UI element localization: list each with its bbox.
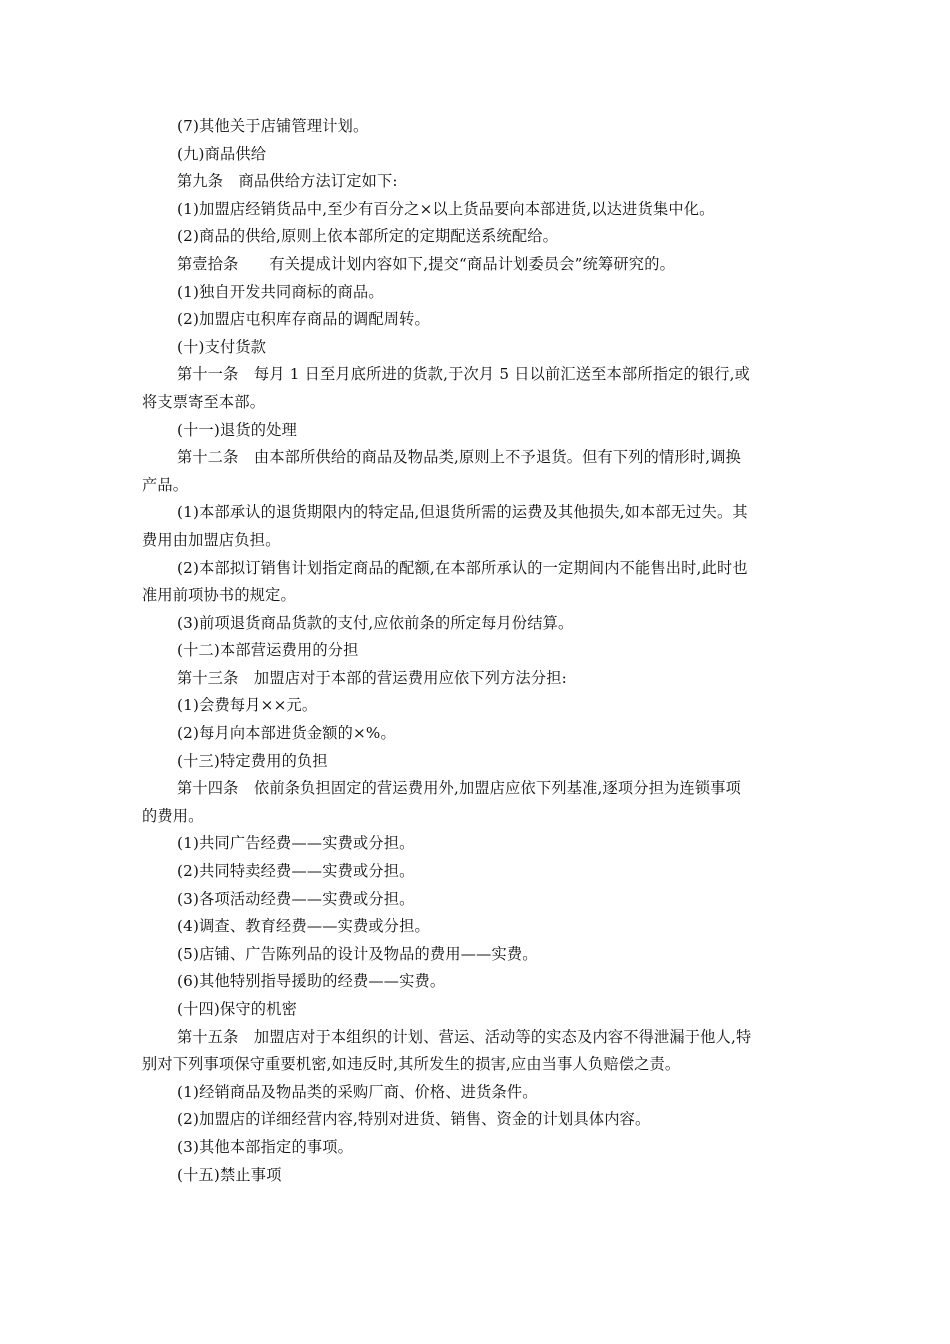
paragraph-line: (3)其他本部指定的事项。 <box>177 1137 353 1156</box>
paragraph-line: (1)会费每月××元。 <box>177 696 318 715</box>
section-heading: (十二)本部营运费用的分担 <box>177 641 359 660</box>
paragraph-line: (1)本部承认的退货期限内的特定品,但退货所需的运费及其他损失,如本部无过失。其 <box>177 503 748 522</box>
continuation-line: 别对下列事项保守重要机密,如违反时,其所发生的损害,应由当事人负赔偿之责。 <box>142 1055 681 1074</box>
paragraph-line: (2)本部拟订销售计划指定商品的配额,在本部所承认的一定期间内不能售出时,此时也 <box>177 558 748 577</box>
continuation-line: 的费用。 <box>142 806 204 825</box>
paragraph-line: (1)独自开发共同商标的商品。 <box>177 282 384 301</box>
continuation-line: 产品。 <box>142 475 189 494</box>
section-heading: (九)商品供给 <box>177 144 267 163</box>
paragraph-line: (1)加盟店经销货品中,至少有百分之×以上货品要向本部进货,以达进货集中化。 <box>177 199 715 218</box>
document-body <box>142 113 814 1189</box>
article-line: 第十一条 每月 1 日至月底所进的货款,于次月 5 日以前汇送至本部所指定的银行,或 <box>177 365 751 384</box>
paragraph-line: (5)店铺、广告陈列品的设计及物品的费用——实费。 <box>177 944 538 963</box>
paragraph-line: (4)调查、教育经费——实费或分担。 <box>177 917 430 936</box>
paragraph-line: (3)各项活动经费——实费或分担。 <box>177 889 415 908</box>
paragraph-line: (1)共同广告经费——实费或分担。 <box>177 834 415 853</box>
section-heading: (十三)特定费用的负担 <box>177 751 328 770</box>
section-heading: (十五)禁止事项 <box>177 1165 282 1184</box>
paragraph-line: (3)前项退货商品货款的支付,应依前条的所定每月份结算。 <box>177 613 574 632</box>
paragraph-line: (2)每月向本部进货金额的×%。 <box>177 724 396 743</box>
paragraph-line: (2)加盟店的详细经营内容,特别对进货、销售、资金的计划具体内容。 <box>177 1110 651 1129</box>
continuation-line: 准用前项协书的规定。 <box>142 586 296 605</box>
article-line: 第十三条 加盟店对于本部的营运费用应依下列方法分担: <box>177 668 568 687</box>
article-line: 第十二条 由本部所供给的商品及物品类,原则上不予退货。但有下列的情形时,调换 <box>177 448 742 467</box>
section-heading: (十四)保守的机密 <box>177 1000 297 1018</box>
continuation-line: 将支票寄至本部。 <box>142 392 266 411</box>
paragraph-line: (7)其他关于店铺管理计划。 <box>177 117 369 135</box>
article-line: 第十四条 依前条负担固定的营运费用外,加盟店应依下列基准,逐项分担为连锁事项 <box>177 779 742 798</box>
paragraph-line: (2)加盟店屯积库存商品的调配周转。 <box>177 310 430 329</box>
article-line: 第壹拾条 有关提成计划内容如下,提交“商品计划委员会”统筹研究的。 <box>177 254 675 273</box>
paragraph-line: (2)商品的供给,原则上依本部所定的定期配送系统配给。 <box>177 227 559 246</box>
paragraph-line: (6)其他特别指导援助的经费——实费。 <box>177 972 446 991</box>
article-line: 第九条 商品供给方法订定如下: <box>177 172 398 191</box>
section-heading: (十)支付货款 <box>177 337 267 356</box>
paragraph-line: (1)经销商品及物品类的采购厂商、价格、进货条件。 <box>177 1082 538 1101</box>
article-line: 第十五条 加盟店对于本组织的计划、营运、活动等的实态及内容不得泄漏于他人,特 <box>177 1027 752 1046</box>
section-heading: (十一)退货的处理 <box>177 420 297 439</box>
paragraph-line: (2)共同特卖经费——实费或分担。 <box>177 862 415 881</box>
continuation-line: 费用由加盟店负担。 <box>142 530 281 549</box>
